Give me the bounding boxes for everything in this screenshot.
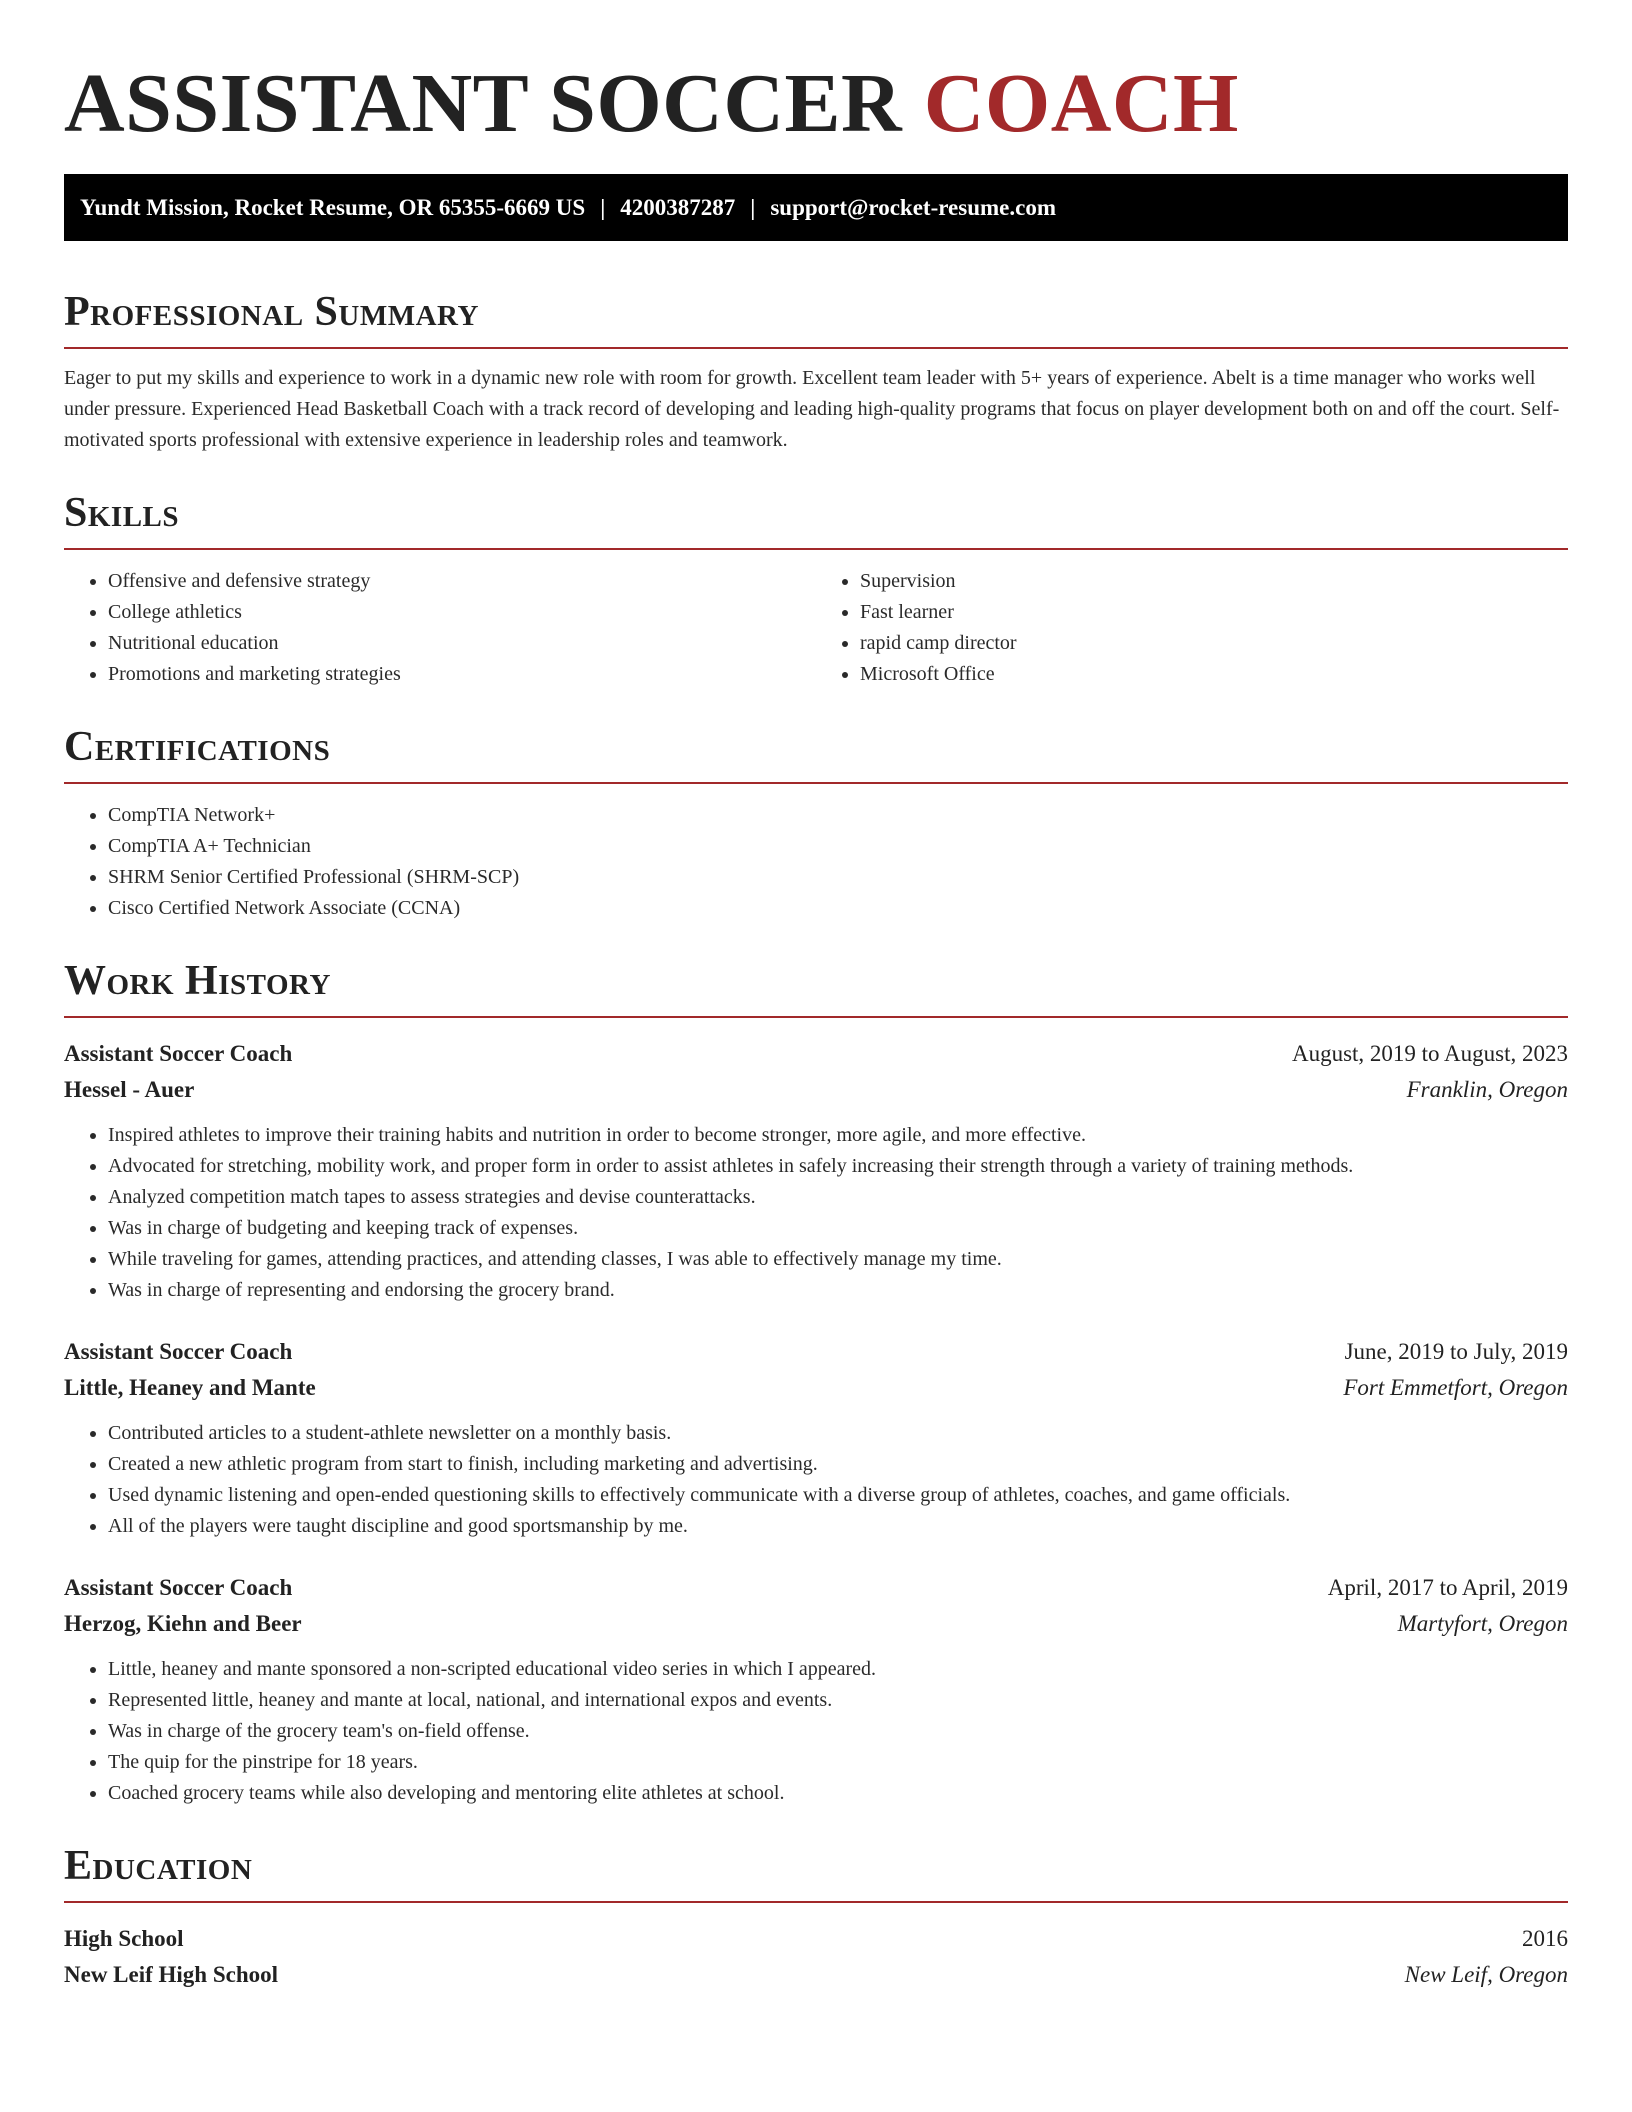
- skills-list: [816, 566, 1568, 690]
- job-duty: • Analyzed competition match tapes to assess strategies and devise counterattacks.: [108, 1182, 1568, 1213]
- job-duty: • Was in charge of the grocery team's on-field offense.: [108, 1716, 1568, 1747]
- job-entry: [64, 1036, 1568, 1306]
- skill-item: • Fast learner: [860, 597, 1568, 628]
- section-divider: [64, 782, 1568, 784]
- section-divider: [64, 548, 1568, 550]
- job-subheader: [64, 1072, 1568, 1108]
- certification-item: • CompTIA Network+: [108, 800, 1568, 831]
- contact-separator: |: [750, 194, 756, 220]
- certification-item: • SHRM Senior Certified Professional (SHRM-SCP): [108, 862, 1568, 893]
- title-accent: COACH: [923, 57, 1239, 150]
- skill-item: • Promotions and marketing strategies: [108, 659, 816, 690]
- education-entry: [64, 1921, 1568, 1993]
- job-subheader: [64, 1370, 1568, 1406]
- job-subheader: [64, 1606, 1568, 1642]
- job-duty: • Created a new athletic program from start to finish, including marketing and advertising.: [108, 1449, 1568, 1480]
- skills-column-right: [816, 566, 1568, 690]
- job-header: [64, 1570, 1568, 1606]
- contact-address: Yundt Mission, Rocket Resume, OR 65355-6669 US: [80, 194, 586, 220]
- contact-email: support@rocket-resume.com: [770, 194, 1056, 220]
- skill-item: • rapid camp director: [860, 628, 1568, 659]
- job-duties-list: [64, 1120, 1568, 1306]
- contact-phone: 4200387287: [620, 194, 736, 220]
- job-duty: • Coached grocery teams while also developing and mentoring elite athletes at school.: [108, 1778, 1568, 1809]
- job-header: [64, 1334, 1568, 1370]
- job-company: Little, Heaney and Mante: [64, 1375, 316, 1400]
- summary-text: Eager to put my skills and experience to work in a dynamic new role with room for growth. Excellent team leader with 5+ years of experience. Abelt is a time manager who works well under pressure. Experienced Head Basketball Coach with a track record of developing and leading high-quality programs that focus on player development both on and off the court. Self-motivated sports professional with extensive experience in leadership roles and teamwork.: [64, 367, 1560, 451]
- job-duty: • Used dynamic listening and open-ended questioning skills to effectively communicate with a diverse group of athletes, coaches, and game officials.: [108, 1480, 1568, 1511]
- job-location: Fort Emmetfort, Oregon: [1343, 1375, 1568, 1400]
- section-divider: [64, 1016, 1568, 1018]
- job-duties-list: [64, 1418, 1568, 1542]
- education-header: [64, 1921, 1568, 1957]
- education-school: New Leif High School: [64, 1962, 279, 1987]
- job-duty: • While traveling for games, attending practices, and attending classes, I was able to effectively manage my time.: [108, 1244, 1568, 1275]
- skills-grid: [64, 566, 1568, 690]
- job-duty: • Represented little, heaney and mante at local, national, and international expos and events.: [108, 1685, 1568, 1716]
- education-year: 2016: [1522, 1926, 1568, 1951]
- education-heading: Education: [64, 1843, 253, 1889]
- skills-column-left: [64, 566, 816, 690]
- job-location: Franklin, Oregon: [1406, 1077, 1568, 1102]
- job-duty: • Little, heaney and mante sponsored a non-scripted educational video series in which I appeared.: [108, 1654, 1568, 1685]
- job-duty: • All of the players were taught discipline and good sportsmanship by me.: [108, 1511, 1568, 1542]
- summary-heading: Professional Summary: [64, 289, 479, 335]
- job-duties-list: [64, 1654, 1568, 1809]
- job-title: Assistant Soccer Coach: [64, 1041, 293, 1066]
- education-degree: High School: [64, 1926, 184, 1951]
- skill-item: • College athletics: [108, 597, 816, 628]
- skill-item: • Microsoft Office: [860, 659, 1568, 690]
- job-duty: • Was in charge of representing and endorsing the grocery brand.: [108, 1275, 1568, 1306]
- resume-title: [64, 0, 1568, 150]
- job-duty: • Inspired athletes to improve their training habits and nutrition in order to become stronger, more agile, and more effective.: [108, 1120, 1568, 1151]
- job-dates: June, 2019 to July, 2019: [1344, 1339, 1568, 1364]
- contact-separator: |: [600, 194, 606, 220]
- job-duty: • Advocated for stretching, mobility work, and proper form in order to assist athletes in safely increasing their strength through a variety of training methods.: [108, 1151, 1568, 1182]
- job-entry: [64, 1570, 1568, 1809]
- skill-item: • Offensive and defensive strategy: [108, 566, 816, 597]
- contact-bar: [64, 174, 1568, 241]
- skill-item: • Supervision: [860, 566, 1568, 597]
- section-divider: [64, 347, 1568, 349]
- certifications-list: [64, 800, 1568, 924]
- job-dates: April, 2017 to April, 2019: [1327, 1575, 1568, 1600]
- skill-item: • Nutritional education: [108, 628, 816, 659]
- skills-list: [64, 566, 816, 690]
- education-subheader: [64, 1957, 1568, 1993]
- job-duty: • The quip for the pinstripe for 18 years.: [108, 1747, 1568, 1778]
- job-title: Assistant Soccer Coach: [64, 1575, 293, 1600]
- education-location: New Leif, Oregon: [1404, 1962, 1568, 1987]
- job-company: Herzog, Kiehn and Beer: [64, 1611, 302, 1636]
- job-entry: [64, 1334, 1568, 1542]
- skills-heading: Skills: [64, 490, 180, 536]
- section-divider: [64, 1901, 1568, 1903]
- job-duty: • Was in charge of budgeting and keeping track of expenses.: [108, 1213, 1568, 1244]
- certifications-heading: Certifications: [64, 724, 331, 770]
- job-title: Assistant Soccer Coach: [64, 1339, 293, 1364]
- title-main: ASSISTANT SOCCER: [64, 57, 903, 150]
- job-header: [64, 1036, 1568, 1072]
- certification-item: • Cisco Certified Network Associate (CCNA): [108, 893, 1568, 924]
- work-history-heading: Work History: [64, 958, 331, 1004]
- job-duty: • Contributed articles to a student-athlete newsletter on a monthly basis.: [108, 1418, 1568, 1449]
- job-company: Hessel - Auer: [64, 1077, 195, 1102]
- job-location: Martyfort, Oregon: [1397, 1611, 1568, 1636]
- job-dates: August, 2019 to August, 2023: [1291, 1041, 1568, 1066]
- certification-item: • CompTIA A+ Technician: [108, 831, 1568, 862]
